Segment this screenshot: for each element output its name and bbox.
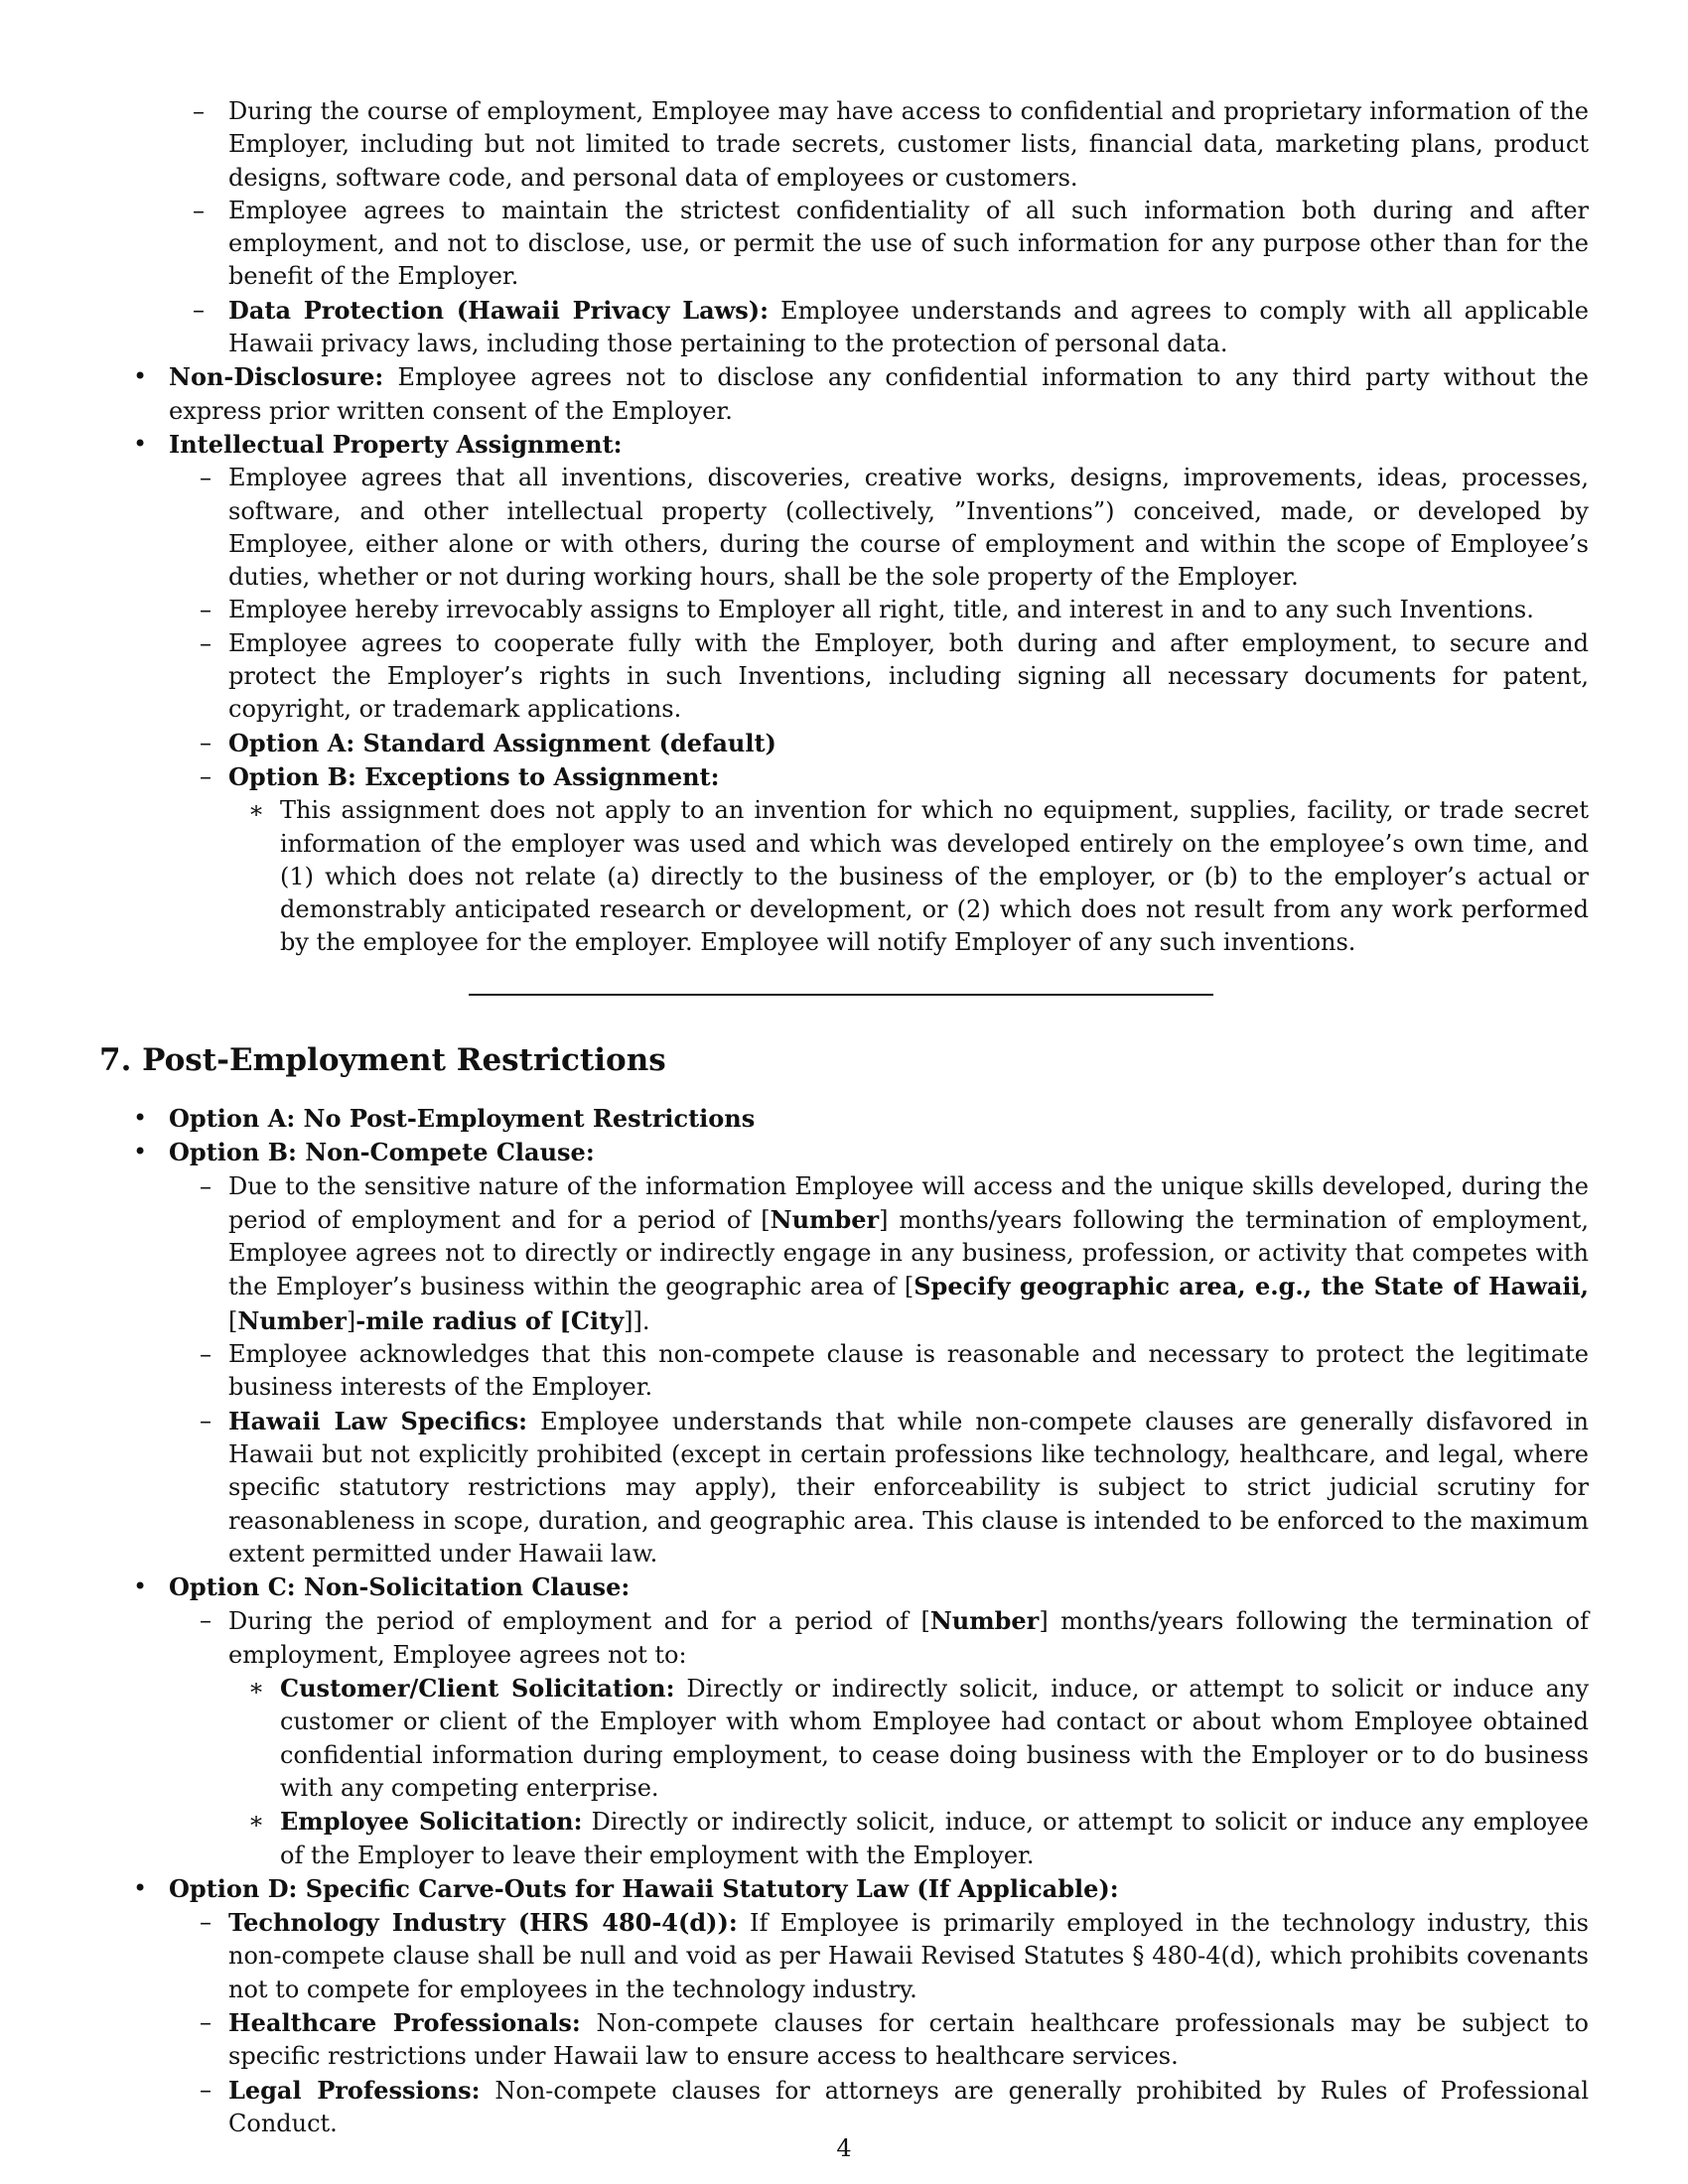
dash-marker: –	[200, 1340, 211, 1369]
list-item	[99, 1805, 1589, 1872]
customer-solicitation-label: Customer/Client Solicitation:	[280, 1674, 675, 1704]
option-b-label: Option B: Non-Compete Clause:	[169, 1138, 595, 1167]
ip-assignment-label: Intellectual Property Assignment:	[169, 429, 623, 459]
ip-option-b-label: Option B: Exceptions to Assignment:	[228, 761, 720, 791]
ip-option-b-sublist	[99, 794, 1589, 959]
list-item	[99, 727, 1589, 760]
dash-marker: –	[200, 596, 211, 624]
legal-professions-label: Legal Professions:	[228, 2075, 481, 2105]
technology-industry-text: If Employee is primarily employed in the technology industry, this non-compete clause shall be null and void as per Hawaii Revised Statutes § 480-4(d), which prohibits covenants not to compete for employees in the technology industry.	[228, 1909, 1590, 2003]
confidential-access-text: During the course of employment, Employee may have access to confidential and proprietary information of the Employer, including but not limited to trade secrets, customer lists, financial data, marketing plans, product designs, software code, and personal data of employees or customers.	[228, 97, 1589, 192]
technology-industry-label: Technology Industry (HRS 480-4(d)):	[228, 1908, 738, 1938]
section-heading: 7. Post-Employment Restrictions	[99, 1042, 666, 1078]
option-c-sublist	[99, 1604, 1589, 1871]
dash-marker: –	[200, 728, 211, 756]
ip-option-a-label: Option A: Standard Assignment (default)	[228, 728, 776, 757]
ip-item-text: Employee hereby irrevocably assigns to Employer all right, title, and interest in and to any such Inventions.	[228, 596, 1534, 624]
list-item	[99, 760, 1589, 960]
ip-item-text: Employee agrees to cooperate fully with the Employer, both during and after employment, to secure and protect the Employer’s rights in such Inventions, including signing all necessary documents for patent, copyright, or trademark applications.	[228, 628, 1589, 724]
placeholder-number: Number	[237, 1305, 347, 1335]
option-a-label: Option A: No Post-Employment Restrictions	[169, 1104, 756, 1133]
placeholder-mile-radius: -mile radius of [	[355, 1305, 571, 1335]
list-item	[99, 95, 1589, 195]
list-item	[99, 1338, 1589, 1405]
list-item	[99, 1405, 1589, 1570]
list-item	[99, 294, 1589, 361]
non-compete-text: Due to the sensitive nature of the information Employee will access and the unique skills developed, during the period of employment and for a period of [	[228, 1171, 1589, 1234]
non-compete-text: [	[228, 1306, 238, 1335]
option-d-label: Option D: Specific Carve-Outs for Hawaii Statutory Law (If Applicable):	[169, 1873, 1119, 1903]
non-solicitation-text: During the period of employment and for a period of [	[228, 1607, 930, 1636]
dash-marker: –	[200, 2008, 211, 2037]
list-item	[99, 462, 1589, 594]
bullet-marker: •	[133, 1104, 148, 1132]
dash-marker: –	[200, 1606, 211, 1635]
bullet-marker: •	[133, 1572, 148, 1601]
dash-marker: –	[200, 1171, 211, 1200]
ip-option-b-text: This assignment does not apply to an invention for which no equipment, supplies, facility, or trade secret information of the employer was used and which was developed entirely on the employee’s own time, and (1) which does not relate (a) directly to the business of the employer, or (b) to the employer’s actual or demonstrably anticipated research or development, or (2) which does not result from any work performed by the employee for the employer. Employee will notify Employer of any such inventions.	[280, 796, 1589, 957]
list-item	[99, 428, 1589, 960]
list-item	[99, 627, 1589, 727]
confidentiality-obligation-text: Employee agrees to maintain the strictest confidentiality of all such information both during and after employment, and not to disclose, use, or permit the use of such information for any purpose other than for the benefit of the Employer.	[228, 196, 1589, 291]
dash-marker: –	[200, 1908, 211, 1937]
dash-marker: –	[200, 1406, 211, 1434]
bullet-marker: •	[133, 1873, 148, 1902]
option-d-sublist	[99, 1906, 1589, 2140]
non-solicitation-text: ] months/years following the termination of employment, Employee agrees not to:	[228, 1607, 1590, 1669]
hawaii-law-label: Hawaii Law Specifics:	[228, 1406, 528, 1435]
list-item	[99, 2006, 1589, 2074]
dash-marker: –	[200, 761, 211, 790]
customer-solicitation-text: Directly or indirectly solicit, induce, or attempt to solicit or induce any customer or client of the Employer with whom Employee had contact or about whom Employee obtained confidential information during employment, to cease doing business with the Employer or to do business with any competing enterprise.	[280, 1675, 1589, 1802]
star-marker: ∗	[247, 1807, 265, 1836]
top-content	[99, 95, 1589, 960]
non-disclosure-text: Employee agrees not to disclose any confidential information to any third party without the express prior written consent of the Employer.	[169, 363, 1589, 425]
list-item	[99, 1872, 1589, 2140]
dash-marker: –	[193, 196, 205, 224]
dash-marker: –	[200, 628, 211, 657]
list-item	[99, 195, 1589, 294]
list-item	[99, 1102, 1589, 1136]
non-disclosure-label: Non-Disclosure:	[169, 362, 384, 392]
data-protection-label: Data Protection (Hawaii Privacy Laws):	[228, 295, 770, 325]
employee-solicitation-text: Directly or indirectly solicit, induce, or attempt to solicit or induce any employee of the Employer to leave their employment with the Employer.	[280, 1808, 1589, 1869]
placeholder-geographic-area: Specify geographic area, e.g., the State of Hawaii,	[914, 1272, 1590, 1301]
placeholder-number: Number	[929, 1606, 1040, 1636]
dash-marker: –	[193, 295, 205, 324]
top-bullet-list	[99, 360, 1589, 959]
list-item	[99, 1170, 1589, 1338]
section-7-list	[99, 1102, 1589, 2140]
option-b-sublist	[99, 1170, 1589, 1571]
placeholder-city: City	[570, 1305, 625, 1335]
star-marker: ∗	[247, 1674, 265, 1703]
bullet-marker: •	[133, 429, 148, 458]
legal-professions-text: Non-compete clauses for attorneys are generally prohibited by Rules of Professional Conduct.	[228, 2076, 1589, 2137]
dash-marker: –	[200, 2075, 211, 2104]
ip-assignment-sublist	[99, 462, 1589, 959]
star-marker: ∗	[247, 796, 265, 825]
non-compete-text: ]].	[624, 1306, 650, 1335]
page-number: 4	[836, 2134, 852, 2162]
list-item	[99, 1604, 1589, 1871]
placeholder-number: Number	[770, 1204, 880, 1234]
healthcare-text: Non-compete clauses for certain healthcare professionals may be subject to specific restrictions under Hawaii law to ensure access to healthcare services.	[228, 2009, 1589, 2071]
bullet-marker: •	[133, 1138, 148, 1166]
dash-marker: –	[193, 97, 205, 125]
confidentiality-sublist	[99, 95, 1589, 360]
non-compete-acknowledgement: Employee acknowledges that this non-compete clause is reasonable and necessary to protect the legitimate business interests of the Employer.	[228, 1340, 1589, 1402]
list-item	[99, 2074, 1589, 2141]
employee-solicitation-label: Employee Solicitation:	[280, 1807, 583, 1837]
option-c-label: Option C: Non-Solicitation Clause:	[169, 1572, 631, 1602]
non-compete-text: ] months/years following the termination of employment, Employee agrees not to directly or indirectly engage in any business, profession, or activity that competes with the Employer’s business within the geographic area of [	[228, 1205, 1589, 1301]
list-item	[99, 1906, 1589, 2006]
dash-marker: –	[200, 464, 211, 492]
list-item	[99, 594, 1589, 626]
list-item	[99, 794, 1589, 959]
healthcare-label: Healthcare Professionals:	[228, 2008, 581, 2038]
solicitation-sublist	[99, 1672, 1589, 1872]
section-7-body	[99, 1102, 1589, 2140]
non-compete-text: ]	[346, 1306, 356, 1335]
data-protection-text: Employee understands and agrees to comply with all applicable Hawaii privacy laws, including those pertaining to the protection of personal data.	[228, 296, 1590, 358]
list-item	[99, 360, 1589, 428]
hawaii-law-text: Employee understands that while non-compete clauses are generally disfavored in Hawaii but not explicitly prohibited (except in certain professions like technology, healthcare, and legal, where specific statutory restrictions may apply), their enforceability is subject to strict judicial scrutiny for reasonableness in scope, duration, and geographic area. This clause is intended to be enforced to the maximum extent permitted under Hawaii law.	[228, 1407, 1590, 1568]
list-item	[99, 1136, 1589, 1570]
ip-item-text: Employee agrees that all inventions, discoveries, creative works, designs, improvements, ideas, processes, software, and other intellectual property (collectively, ”Inventions”) conceived, made, or developed by Employee, either alone or with others, during the course of employment and within the scope of Employee’s duties, whether or not during working hours, shall be the sole property of the Employer.	[228, 464, 1589, 592]
list-item	[99, 1570, 1589, 1872]
bullet-marker: •	[133, 362, 148, 391]
section-divider	[469, 994, 1213, 996]
list-item	[99, 1672, 1589, 1805]
